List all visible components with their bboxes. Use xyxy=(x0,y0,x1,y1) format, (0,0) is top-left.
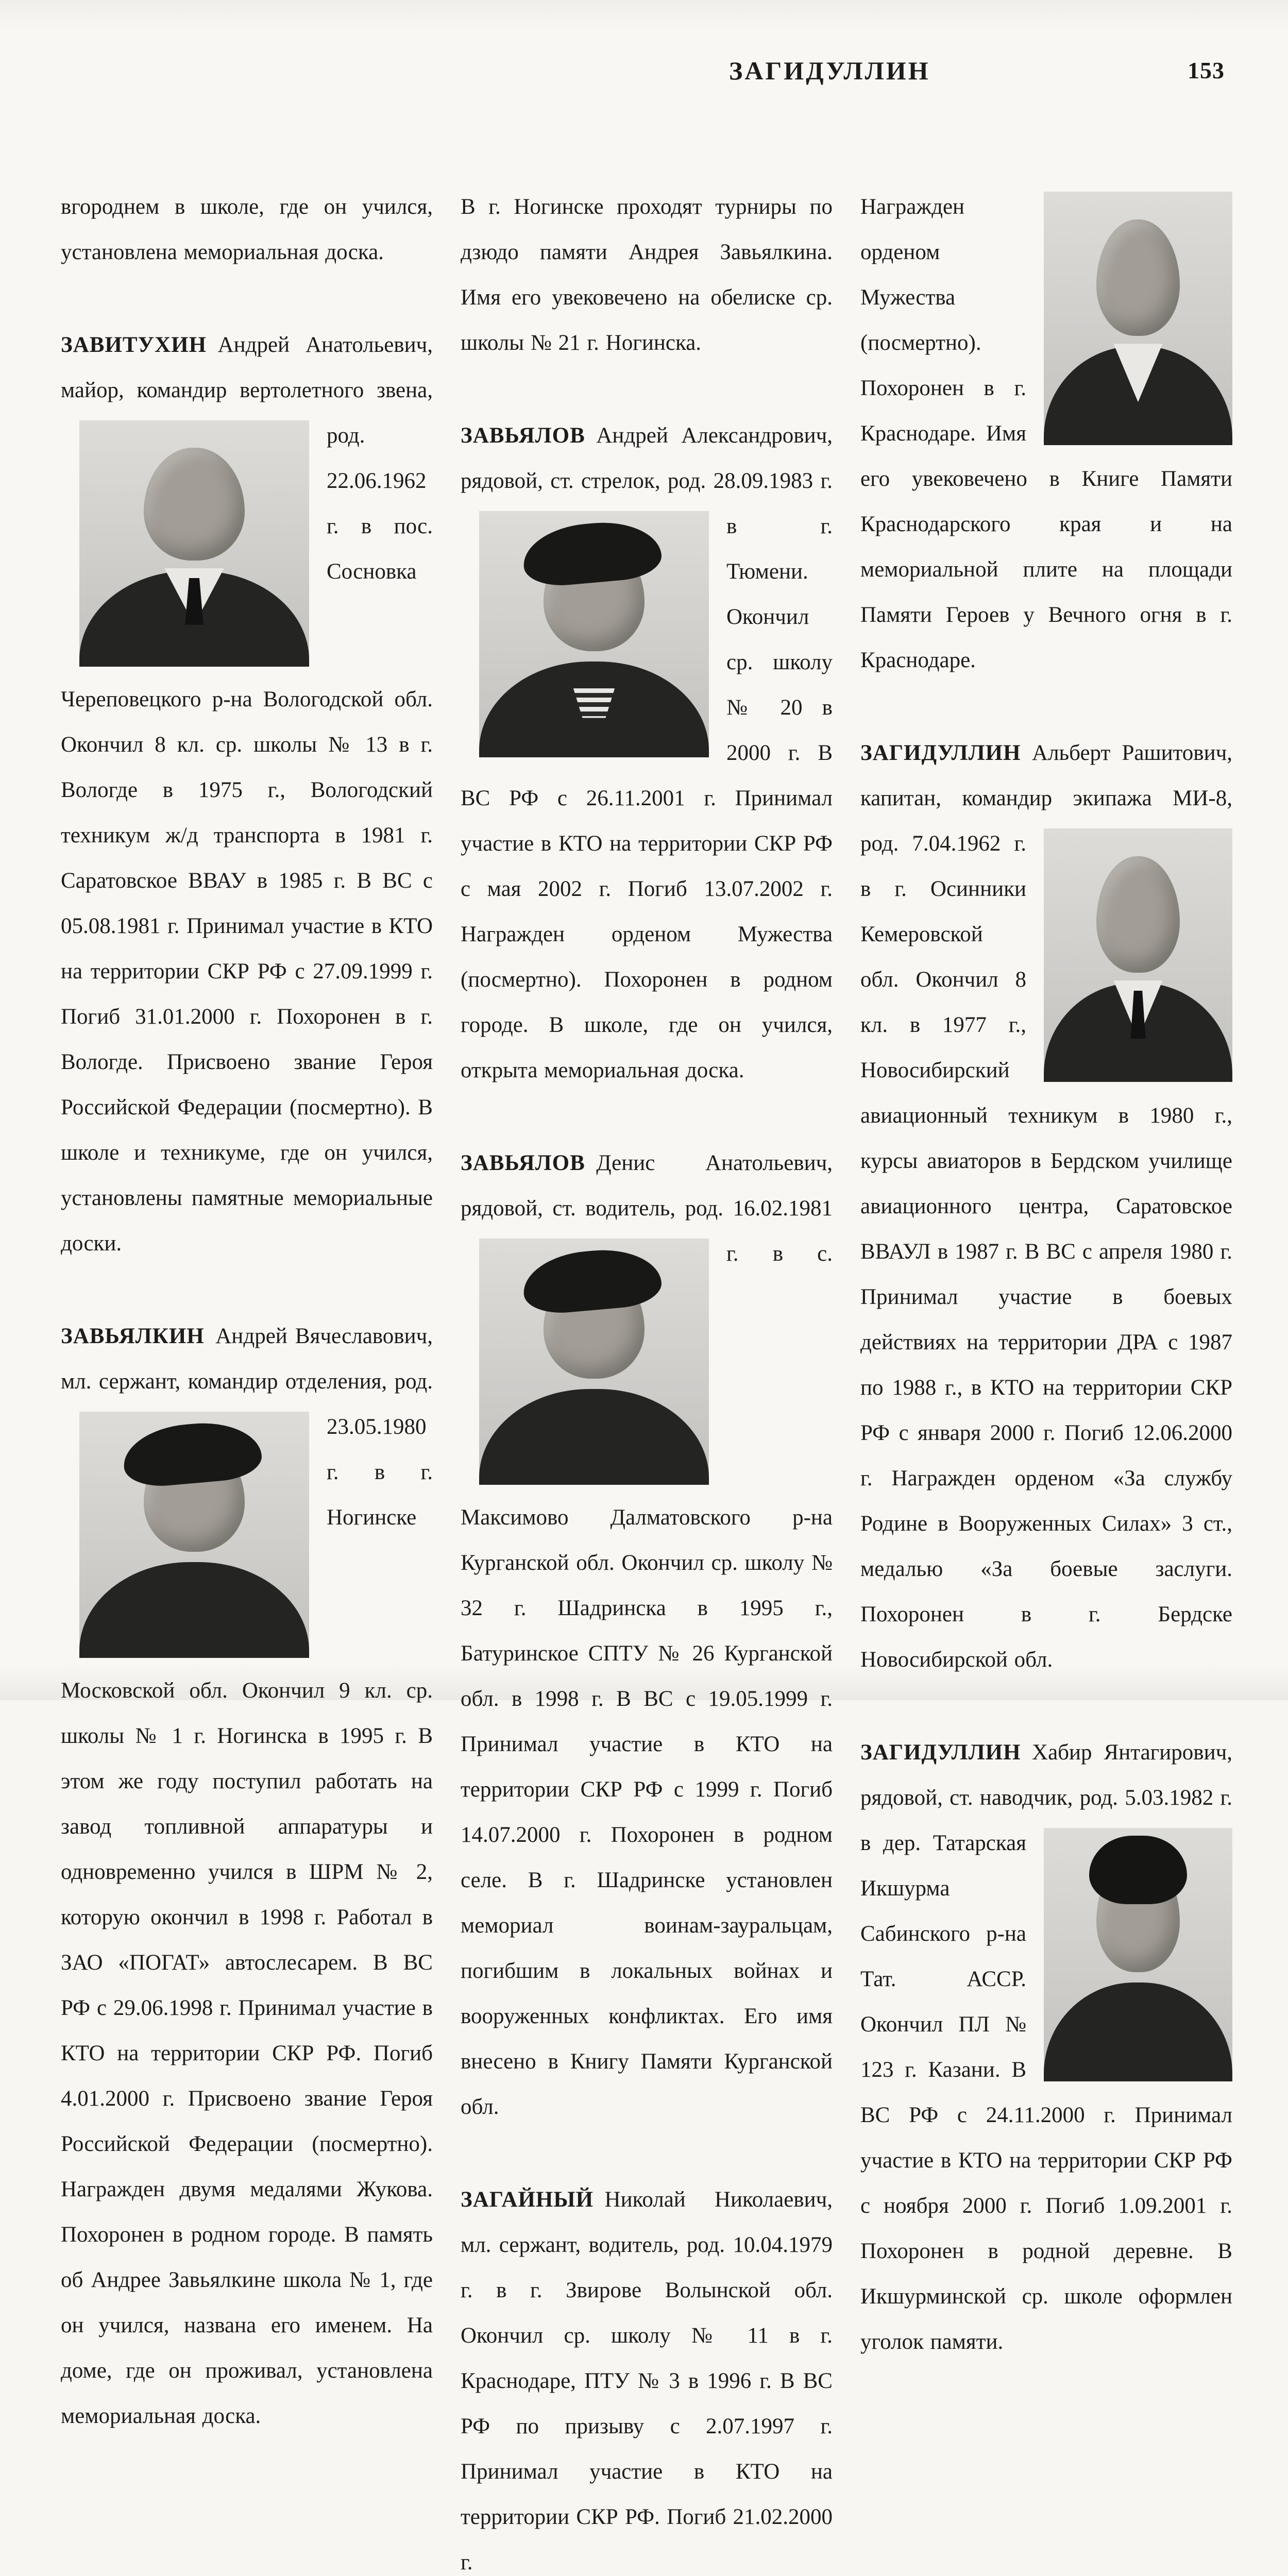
entry-surname: ЗАГИДУЛЛИН xyxy=(860,741,1021,765)
running-head-word: ЗАГИДУЛЛИН xyxy=(729,56,930,85)
entry-ЗАВЬЯЛКИН: ЗАВЬЯЛКИН Андрей Вячеславович, мл. сержант, командир отделения, род. 23.05.1980 г. в г. Ногинске Московской обл. Окончил 9 кл. ср. школы № 1 г. Ногинска в 1995 г. В этом же году поступил работать на завод топливной аппаратуры и одновременно учился в ШРМ № 2, которую окончил в 1998 г. Работал в ЗАО «ПОГАТ» автослесарем. В ВС РФ с 29.06.1998 г. Принимал участие в КТО на территории СКР РФ. Погиб 4.01.2000 г. Присвоено звание Героя Российской Федерации (посмертно). Награжден двумя медалями Жукова. Похоронен в родном городе. В память об Андрее Завьялкине школа № 1, где он учился, названа его именем. На доме, где он проживал, установлена мемориальная доска. xyxy=(61,1324,433,2428)
portrait-photo xyxy=(479,1239,709,1485)
portrait-photo xyxy=(1044,192,1232,445)
entry-ЗАГАЙНЫЙ: ЗАГАЙНЫЙ Николай Николаевич, мл. сержант, водитель, род. 10.04.1979 г. в г. Звирове Волынской обл. Окончил ср. школу № 11 в г. Краснодаре, ПТУ № 3 в 1996 г. В ВС РФ по призыву с 2.07.1997 г. Принимал участие в КТО на территории СКР РФ. Погиб 21.02.2000 г. xyxy=(461,2188,833,2574)
columns xyxy=(61,184,1232,2576)
column-2 xyxy=(461,184,833,2576)
entry-ЗАГИДУЛЛИН: ЗАГИДУЛЛИН Альберт Рашитович, капитан, командир экипажа МИ-8, род. 7.04.1962 г. в г. Осинники Кемеровской обл. Окончил 8 кл. в 1977 г., Новосибирский авиационный техникум в 1980 г., курсы авиаторов в Бердском училище авиационного центра, Саратовское ВВАУЛ в 1987 г. В ВС с апреля 1980 г. Принимал участие в боевых действиях на территории ДРА с 1987 по 1988 г., в КТО на территории СКР РФ с января 2000 г. Погиб 12.06.2000 г. Награжден орденом «За службу Родине в Вооруженных Силах» 3 ст., медалью «За боевые заслуги. Похоронен в г. Бердске Новосибирской обл. xyxy=(860,741,1232,1672)
entry-surname: ЗАВЬЯЛОВ xyxy=(461,1151,585,1175)
entry-ЗАВИТУХИН: ЗАВИТУХИН Андрей Анатольевич, майор, командир вертолетного звена, род. 22.06.1962 г. в пос. Сосновка Череповецкого р-на Вологодской обл. Окончил 8 кл. ср. школы № 13 в г. Вологде в 1975 г., Вологодский техникум ж/д транспорта в 1981 г. Саратовское ВВАУ в 1985 г. В ВС с 05.08.1981 г. Принимал участие в КТО на территории СКР РФ с 27.09.1999 г. Погиб 31.01.2000 г. Похоронен в г. Вологде. Присвоено звание Героя Российской Федерации (посмертно). В школе и техникуме, где он учился, установлены памятные мемориальные доски. xyxy=(61,333,433,1256)
page-number: 153 xyxy=(1188,57,1225,83)
entry-ЗАГИДУЛЛИН: ЗАГИДУЛЛИН Хабир Янтагирович, рядовой, ст. наводчик, род. 5.03.1982 г. в дер. Татарская Икшурма Сабинского р-на Тат. АССР. Окончил ПЛ № 123 г. Казани. В ВС РФ с 24.11.2000 г. Принимал участие в КТО на территории СКР РФ с ноября 2000 г. Погиб 1.09.2001 г. Похоронен в родной деревне. В Икшурминской ср. школе оформлен уголок памяти. xyxy=(860,1740,1232,2354)
entry-surname: ЗАВЬЯЛКИН xyxy=(61,1324,205,1348)
portrait-photo xyxy=(79,1412,309,1658)
entry-surname: ЗАВЬЯЛОВ xyxy=(461,423,585,448)
paragraph: В г. Ногинске проходят турниры по дзюдо памяти Андрея Завьялкина. Имя его увековечено на обелиске ср. школы № 21 г. Ногинска. xyxy=(461,195,833,355)
paragraph: вгороднем в школе, где он учился, установлена мемориальная доска. xyxy=(61,195,433,264)
column-1 xyxy=(61,184,433,2576)
paragraph: Награжден орденом Мужества (посмертно). Похоронен в г. Краснодаре. Имя его увековечено в Книге Памяти Краснодарского края и на мемориальной плите на площади Памяти Героев у Вечного огня в г. Краснодаре. xyxy=(860,184,1232,683)
running-head xyxy=(0,56,1288,92)
portrait-photo xyxy=(1044,828,1232,1082)
entry-surname: ЗАВИТУХИН xyxy=(61,333,207,357)
entry-surname: ЗАГИДУЛЛИН xyxy=(860,1740,1021,1765)
portrait-photo xyxy=(1044,1828,1232,2081)
entry-surname: ЗАГАЙНЫЙ xyxy=(461,2188,594,2212)
portrait-photo xyxy=(479,511,709,757)
portrait-hat xyxy=(1089,1836,1187,1904)
entry-ЗАВЬЯЛОВ: ЗАВЬЯЛОВ Андрей Александрович, рядовой, ст. стрелок, род. 28.09.1983 г. в г. Тюмени. Окончил ср. школу № 20 в 2000 г. В ВС РФ с 26.11.2001 г. Принимал участие в КТО на территории СКР РФ с мая 2002 г. Погиб 13.07.2002 г. Награжден орденом Мужества (посмертно). Похоронен в родном городе. В школе, где он учился, открыта мемориальная доска. xyxy=(461,423,833,1082)
column-3 xyxy=(860,184,1232,2576)
portrait-photo xyxy=(79,420,309,667)
entry-ЗАВЬЯЛОВ: ЗАВЬЯЛОВ Денис Анатольевич, рядовой, ст. водитель, род. 16.02.1981 г. в с. Максимово Далматовского р-на Курганской обл. Окончил ср. школу № 32 г. Шадринска в 1995 г., Батуринское СПТУ № 26 Курганской обл. в 1998 г. В ВС с 19.05.1999 г. Принимал участие в КТО на территории СКР РФ с 1999 г. Погиб 14.07.2000 г. Похоронен в родном селе. В г. Шадринске установлен мемориал воинам-зауральцам, погибшим в локальных войнах и вооруженных конфликтах. Его имя внесено в Книгу Памяти Курганской обл. xyxy=(461,1151,833,2119)
